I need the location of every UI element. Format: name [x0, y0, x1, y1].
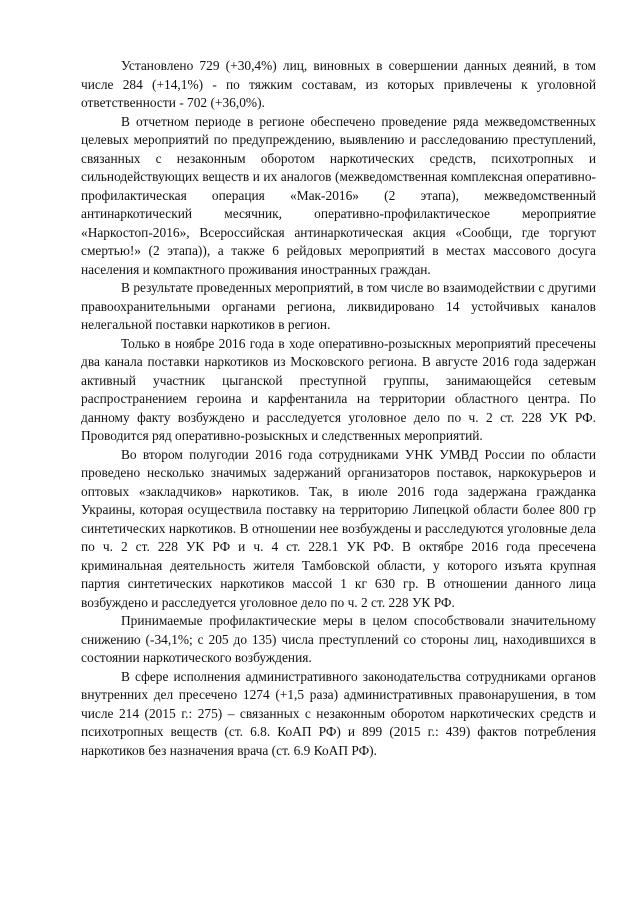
paragraph-channels-eliminated: В результате проведенных мероприятий, в том числе во взаимодействии с другими правоохранительными органами региона, ликвидировано 14 устойчивых каналов нелегальной поставки наркотиков в регион. [81, 280, 596, 332]
paragraph-offenders-identified: Установлено 729 (+30,4%) лиц, виновных в совершении данных деяний, в том числе 284 (+14,1%) - по тяжким составам, из которых привлечены к уголовной ответственности - 702 (+36,0%). [81, 58, 596, 110]
paragraph-second-half-detentions: Во втором полугодии 2016 года сотрудниками УНК УМВД России по области проведено несколько значимых задержаний организаторов поставок, наркокурьеров и оптовых «закладчиков» наркотиков. Так, в июле 2016 года задержана гражданка Украины, которая осуществила поставку на территорию Липецкой области более 800 гр синтетических наркотиков. В отношении нее возбуждены и расследуются уголовные дела по ч. 2 ст. 228 УК РФ и ч. 4 ст. 228.1 УК РФ. В октябре 2016 года пресечена криминальная деятельность жителя Тамбовской области, у которого изъята крупная партия синтетических наркотиков массой 1 кг 630 гр. В отношении данного лица возбуждено и расследуется уголовное дело по ч. 2 ст. 228 УК РФ. [81, 446, 596, 610]
paragraph-administrative-offenses: В сфере исполнения административного законодательства сотрудниками органов внутренних дел пресечено 1274 (+1,5 раза) административных правонарушения, в том числе 214 (2015 г.: 275) – связанных с незаконным оборотом наркотических средств и психотропных веществ (ст. 6.8. КоАП РФ) и 899 (2015 г.: 439) фактов потребления наркотиков без назначения врача (ст. 6.9 КоАП РФ). [81, 668, 596, 758]
document-body [81, 57, 596, 760]
paragraph-november-operations: Только в ноябре 2016 года в ходе оперативно-розыскных мероприятий пресечены два канала поставки наркотиков из Московского региона. В августе 2016 года задержан активный участник цыганской преступной группы, занимающейся сетевым распространением героина и карфентанила на территории областного центра. По данному факту возбуждено и расследуется уголовное дело по ч. 2 ст. 228 УК РФ. Проводится ряд оперативно-розыскных и следственных мероприятий. [81, 335, 596, 443]
paragraph-interagency-measures: В отчетном периоде в регионе обеспечено проведение ряда межведомственных целевых мероприятий по предупреждению, выявлению и расследованию преступлений, связанных с незаконным оборотом наркотических средств, психотропных и сильнодействующих веществ и их аналогов (межведомственная комплексная оперативно-профилактическая операция «Мак-2016» (2 этапа), межведомственный антинаркотический месячник, оперативно-профилактическое мероприятие «Наркостоп-2016», Всероссийская антинаркотическая акция «Сообщи, где торгуют смертью!» (2 этапа)), а также 6 рейдовых мероприятий в местах массового досуга населения и компактного проживания иностранных граждан. [81, 113, 596, 277]
paragraph-prevention-results: Принимаемые профилактические меры в целом способствовали значительному снижению (-34,1%; с 205 до 135) числа преступлений со стороны лиц, находившихся в состоянии наркотического возбуждения. [81, 613, 596, 665]
